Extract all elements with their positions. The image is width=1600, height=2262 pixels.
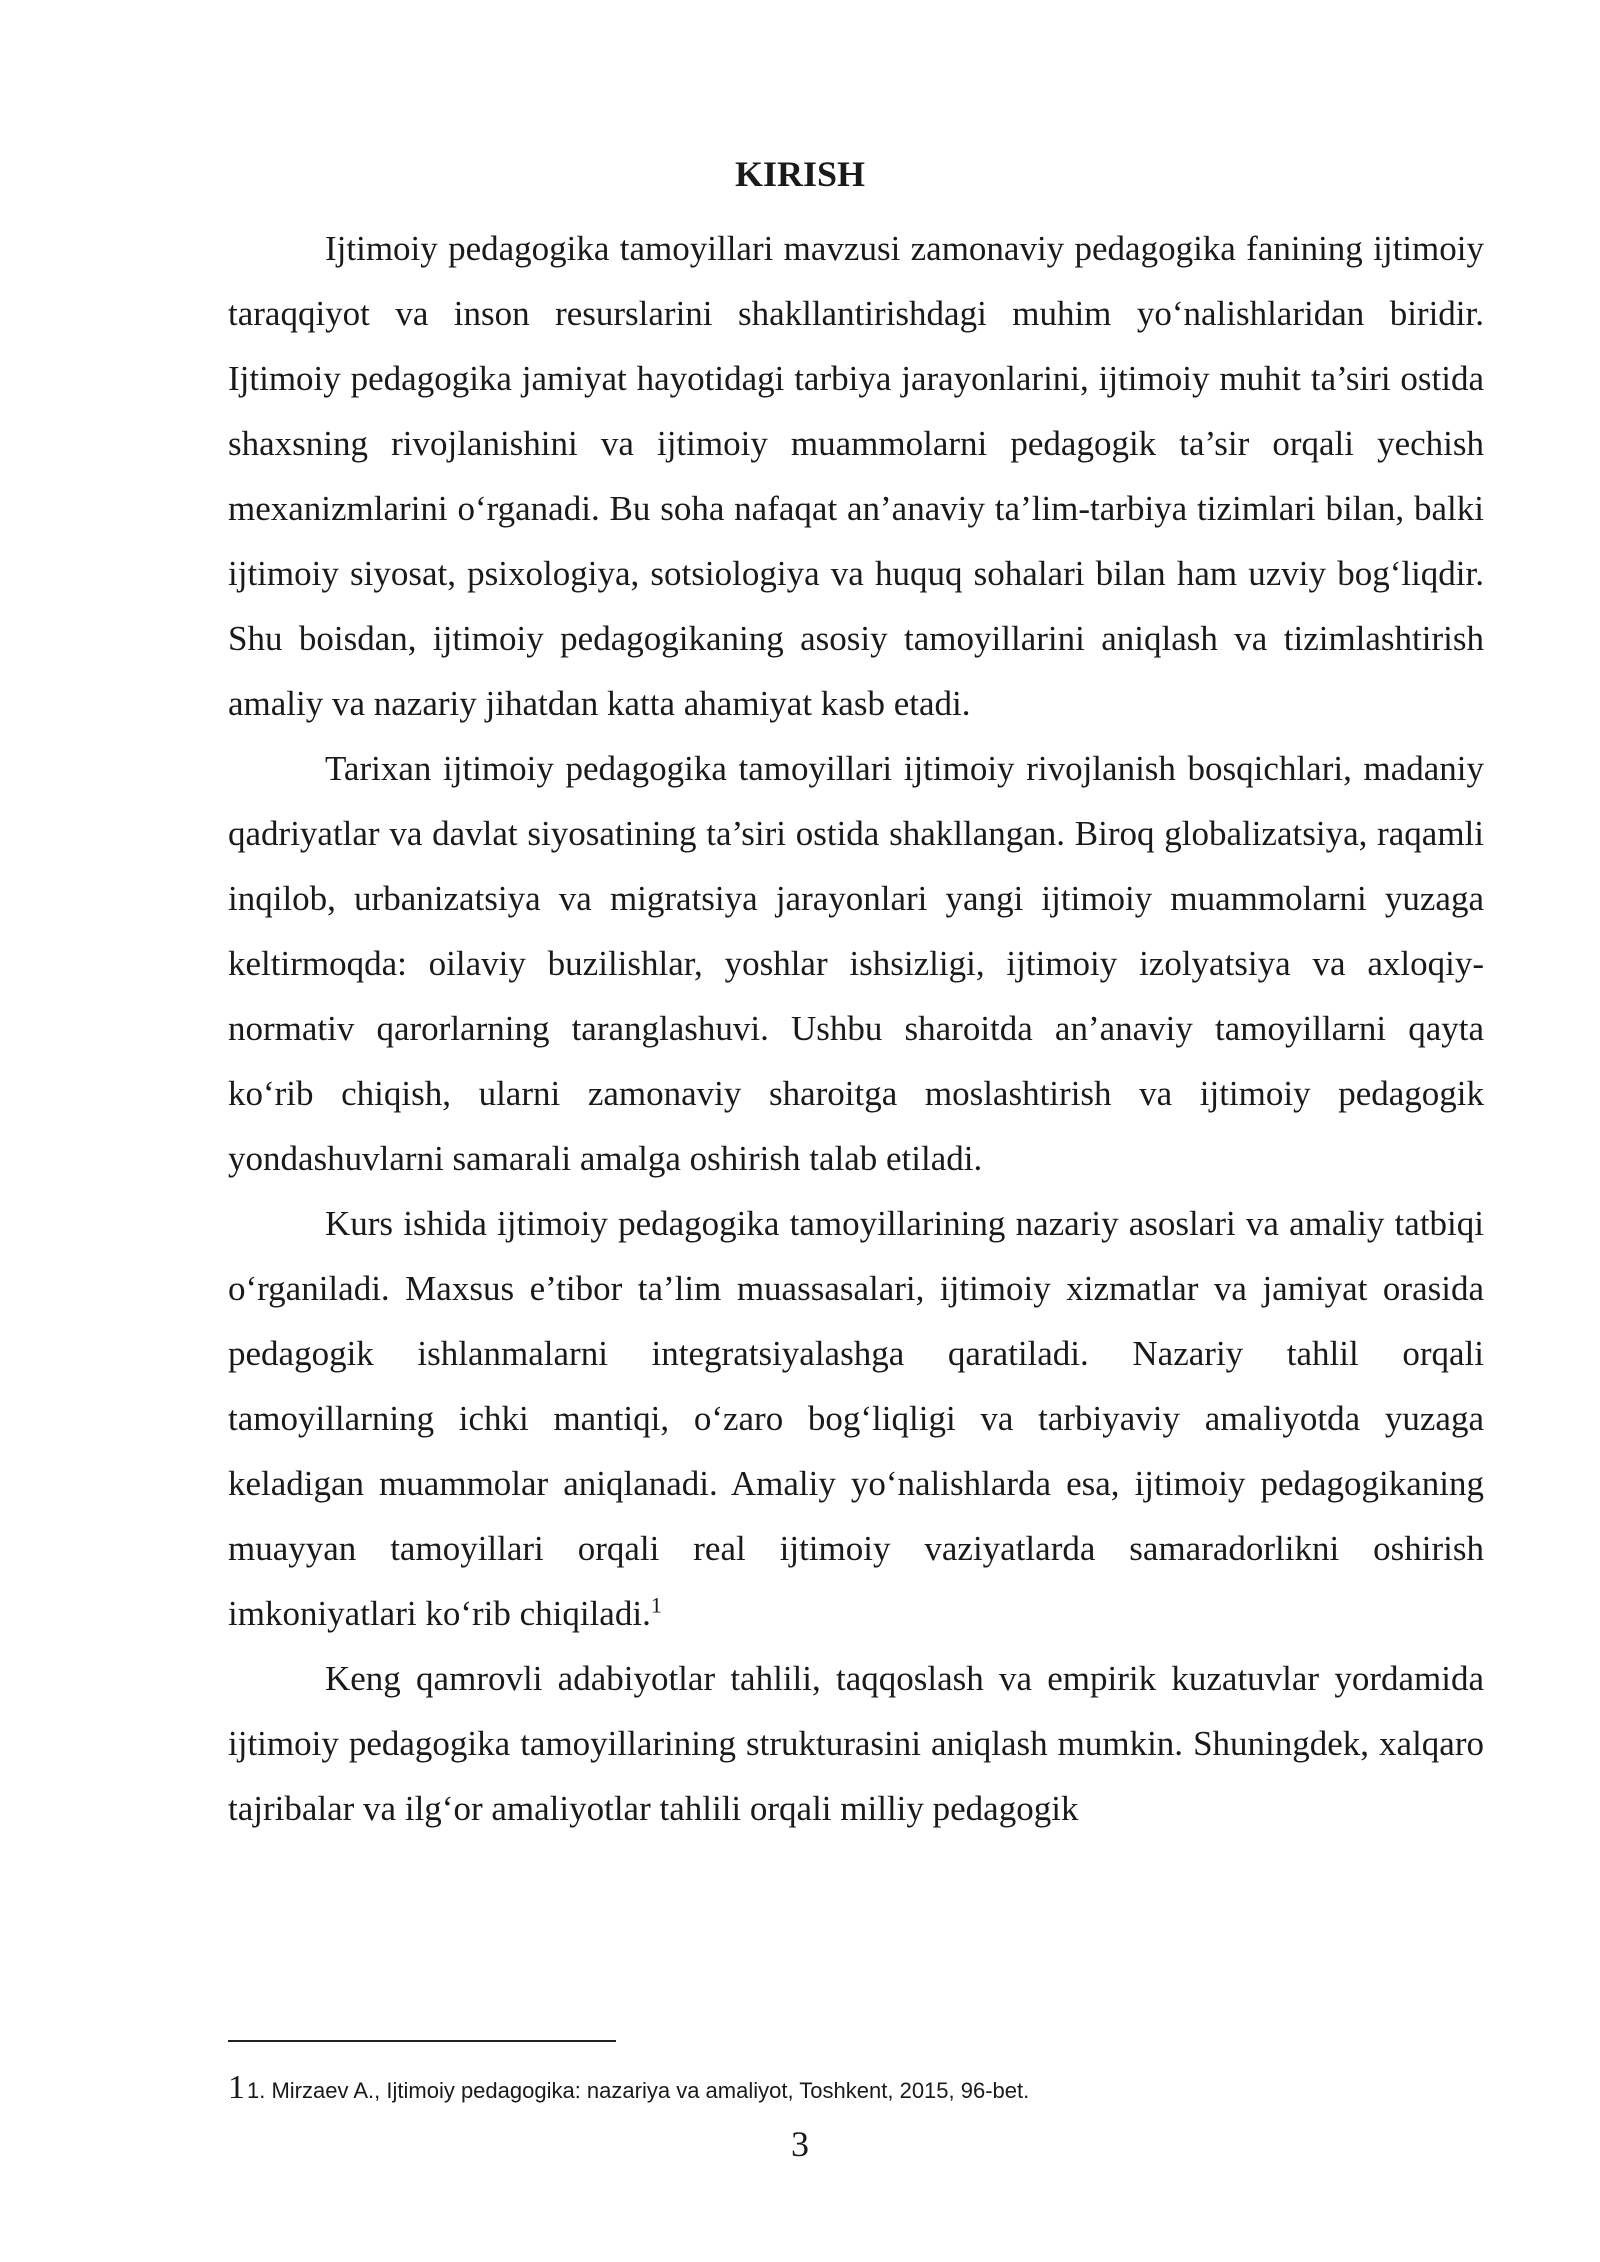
section-heading: KIRISH: [734, 154, 866, 194]
footnote-text: 1. Mirzaev A., Ijtimoiy pedagogika: nazariya va amaliyot, Toshkent, 2015, 96-bet.: [247, 2078, 1030, 2103]
paragraph-3: [228, 1191, 1484, 1646]
paragraph-2: Tarixan ijtimoiy pedagogika tamoyillari ijtimoiy rivojlanish bosqichlari, madaniy qadriyatlar va davlat siyosatining ta’siri ostida shakllangan. Biroq globalizatsiya, raqamli inqilob, urbanizatsiya va migratsiya jarayonlari yangi ijtimoiy muammolarni yuzaga keltirmoqda: oilaviy buzilishlar, yoshlar ishsizligi, ijtimoiy izolyatsiya va axloqiy-normativ qarorlarning taranglashuvi. Ushbu sharoitda an’anaviy tamoyillarni qayta ko‘rib chiqish, ularni zamonaviy sharoitga moslashtirish va ijtimoiy pedagogik yondashuvlarni samarali amalga oshirish talab etiladi.: [228, 749, 1484, 1178]
paragraph-4: Keng qamrovli adabiyotlar tahlili, taqqoslash va empirik kuzatuvlar yordamida ijtimoiy pedagogika tamoyillarining strukturasini aniqlash mumkin. Shuningdek, xalqaro tajribalar va ilg‘or amaliyotlar tahlili orqali milliy pedagogik: [228, 1659, 1484, 1828]
footnote: [228, 2068, 1484, 2111]
paragraph-3-text: Kurs ishida ijtimoiy pedagogika tamoyillarining nazariy asoslari va amaliy tatbiqi o‘rganiladi. Maxsus e’tibor ta’lim muassasalari, ijtimoiy xizmatlar va jamiyat orasida pedagogik ishlanmalarni integratsiyalashga qaratiladi. Nazariy tahlil orqali tamoyillarning ichki mantiqi, o‘zaro bog‘liqligi va tarbiyaviy amaliyotda yuzaga keladigan muammolar aniqlanadi. Amaliy yo‘nalishlarda esa, ijtimoiy pedagogikaning muayyan tamoyillari orqali real ijtimoiy vaziyatlarda samaradorlikni oshirish imkoniyatlari ko‘rib chiqiladi.: [228, 1204, 1484, 1633]
body-text: [228, 216, 1484, 1841]
paragraph-1: Ijtimoiy pedagogika tamoyillari mavzusi zamonaviy pedagogika fanining ijtimoiy taraqqiyot va inson resurslarini shakllantirishdagi muhim yo‘nalishlaridan biridir. Ijtimoiy pedagogika jamiyat hayotidagi tarbiya jarayonlarini, ijtimoiy muhit ta’siri ostida shaxsning rivojlanishini va ijtimoiy muammolarni pedagogik ta’sir orqali yechish mexanizmlarini o‘rganadi. Bu soha nafaqat an’anaviy ta’lim-tarbiya tizimlari bilan, balki ijtimoiy siyosat, psixologiya, sotsiologiya va huquq sohalari bilan ham uzviy bog‘liqdir. Shu boisdan, ijtimoiy pedagogikaning asosiy tamoyillarini aniqlash va tizimlashtirish amaliy va nazariy jihatdan katta ahamiyat kasb etadi.: [228, 229, 1484, 723]
footnote-number: 1: [228, 2069, 245, 2106]
page-number: 3: [791, 2124, 809, 2164]
footnote-separator: [228, 2040, 616, 2042]
footnote-reference[interactable]: 1: [650, 1592, 662, 1618]
